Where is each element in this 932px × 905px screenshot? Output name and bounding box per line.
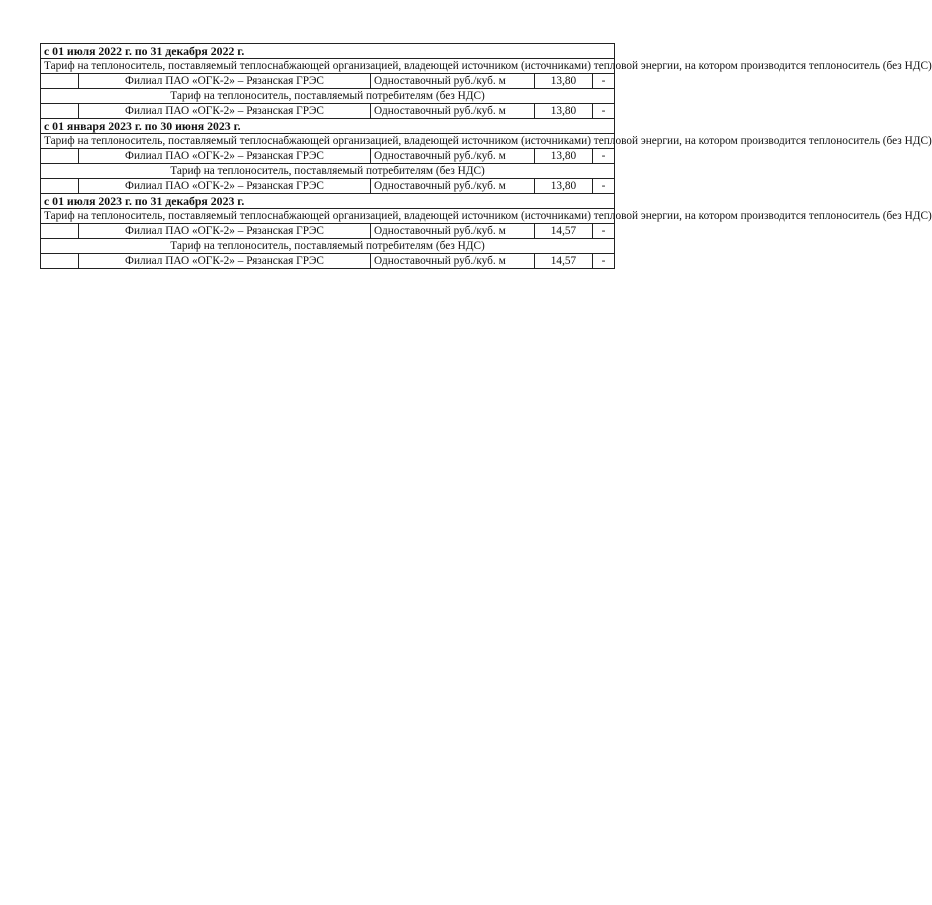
extra-cell: - <box>593 149 615 164</box>
tariff-table <box>40 43 932 269</box>
indent-cell <box>41 104 79 119</box>
consumer-tariff-header: Тариф на теплоноситель, поставляемый потребителям (без НДС) <box>41 164 615 179</box>
table-row <box>41 104 615 119</box>
organization-cell: Филиал ПАО «ОГК-2» – Рязанская ГРЭС <box>79 74 371 89</box>
table-row <box>41 149 615 164</box>
tariff-value-cell: 13,80 <box>535 104 593 119</box>
tariff-value-cell: 13,80 <box>535 149 593 164</box>
tariff-value-cell: 13,80 <box>535 74 593 89</box>
extra-cell: - <box>593 179 615 194</box>
consumer-tariff-header: Тариф на теплоноситель, поставляемый потребителям (без НДС) <box>41 89 615 104</box>
producer-tariff-header: Тариф на теплоноситель, поставляемый теплоснабжающей организацией, владеющей источником (источниками) тепловой энергии, на котором производится теплоноситель (без НДС) <box>41 209 615 224</box>
extra-cell: - <box>593 104 615 119</box>
table-row <box>41 254 615 269</box>
rate-type-cell: Одноставочный руб./куб. м <box>371 74 535 89</box>
rate-type-cell: Одноставочный руб./куб. м <box>371 224 535 239</box>
period-row <box>41 119 615 134</box>
producer-tariff-header-row <box>41 209 615 224</box>
extra-cell: - <box>593 74 615 89</box>
indent-cell <box>41 74 79 89</box>
period-heading: с 01 июля 2022 г. по 31 декабря 2022 г. <box>41 44 615 59</box>
indent-cell <box>41 254 79 269</box>
organization-cell: Филиал ПАО «ОГК-2» – Рязанская ГРЭС <box>79 104 371 119</box>
period-row <box>41 194 615 209</box>
rate-type-cell: Одноставочный руб./куб. м <box>371 179 535 194</box>
period-heading: с 01 июля 2023 г. по 31 декабря 2023 г. <box>41 194 615 209</box>
table-row <box>41 224 615 239</box>
consumer-tariff-header-row <box>41 164 615 179</box>
extra-cell: - <box>593 254 615 269</box>
extra-cell: - <box>593 224 615 239</box>
period-row <box>41 44 615 59</box>
producer-tariff-header: Тариф на теплоноситель, поставляемый теплоснабжающей организацией, владеющей источником (источниками) тепловой энергии, на котором производится теплоноситель (без НДС) <box>41 59 615 74</box>
indent-cell <box>41 179 79 194</box>
tariff-value-cell: 14,57 <box>535 224 593 239</box>
rate-type-cell: Одноставочный руб./куб. м <box>371 254 535 269</box>
organization-cell: Филиал ПАО «ОГК-2» – Рязанская ГРЭС <box>79 224 371 239</box>
rate-type-cell: Одноставочный руб./куб. м <box>371 149 535 164</box>
consumer-tariff-header-row <box>41 239 615 254</box>
organization-cell: Филиал ПАО «ОГК-2» – Рязанская ГРЭС <box>79 254 371 269</box>
producer-tariff-header-row <box>41 59 615 74</box>
tariff-value-cell: 13,80 <box>535 179 593 194</box>
period-heading: с 01 января 2023 г. по 30 июня 2023 г. <box>41 119 615 134</box>
rate-type-cell: Одноставочный руб./куб. м <box>371 104 535 119</box>
indent-cell <box>41 149 79 164</box>
table-row <box>41 74 615 89</box>
organization-cell: Филиал ПАО «ОГК-2» – Рязанская ГРЭС <box>79 179 371 194</box>
organization-cell: Филиал ПАО «ОГК-2» – Рязанская ГРЭС <box>79 149 371 164</box>
tariff-value-cell: 14,57 <box>535 254 593 269</box>
producer-tariff-header-row <box>41 134 615 149</box>
consumer-tariff-header-row <box>41 89 615 104</box>
indent-cell <box>41 224 79 239</box>
table-row <box>41 179 615 194</box>
producer-tariff-header: Тариф на теплоноситель, поставляемый теплоснабжающей организацией, владеющей источником (источниками) тепловой энергии, на котором производится теплоноситель (без НДС) <box>41 134 615 149</box>
consumer-tariff-header: Тариф на теплоноситель, поставляемый потребителям (без НДС) <box>41 239 615 254</box>
